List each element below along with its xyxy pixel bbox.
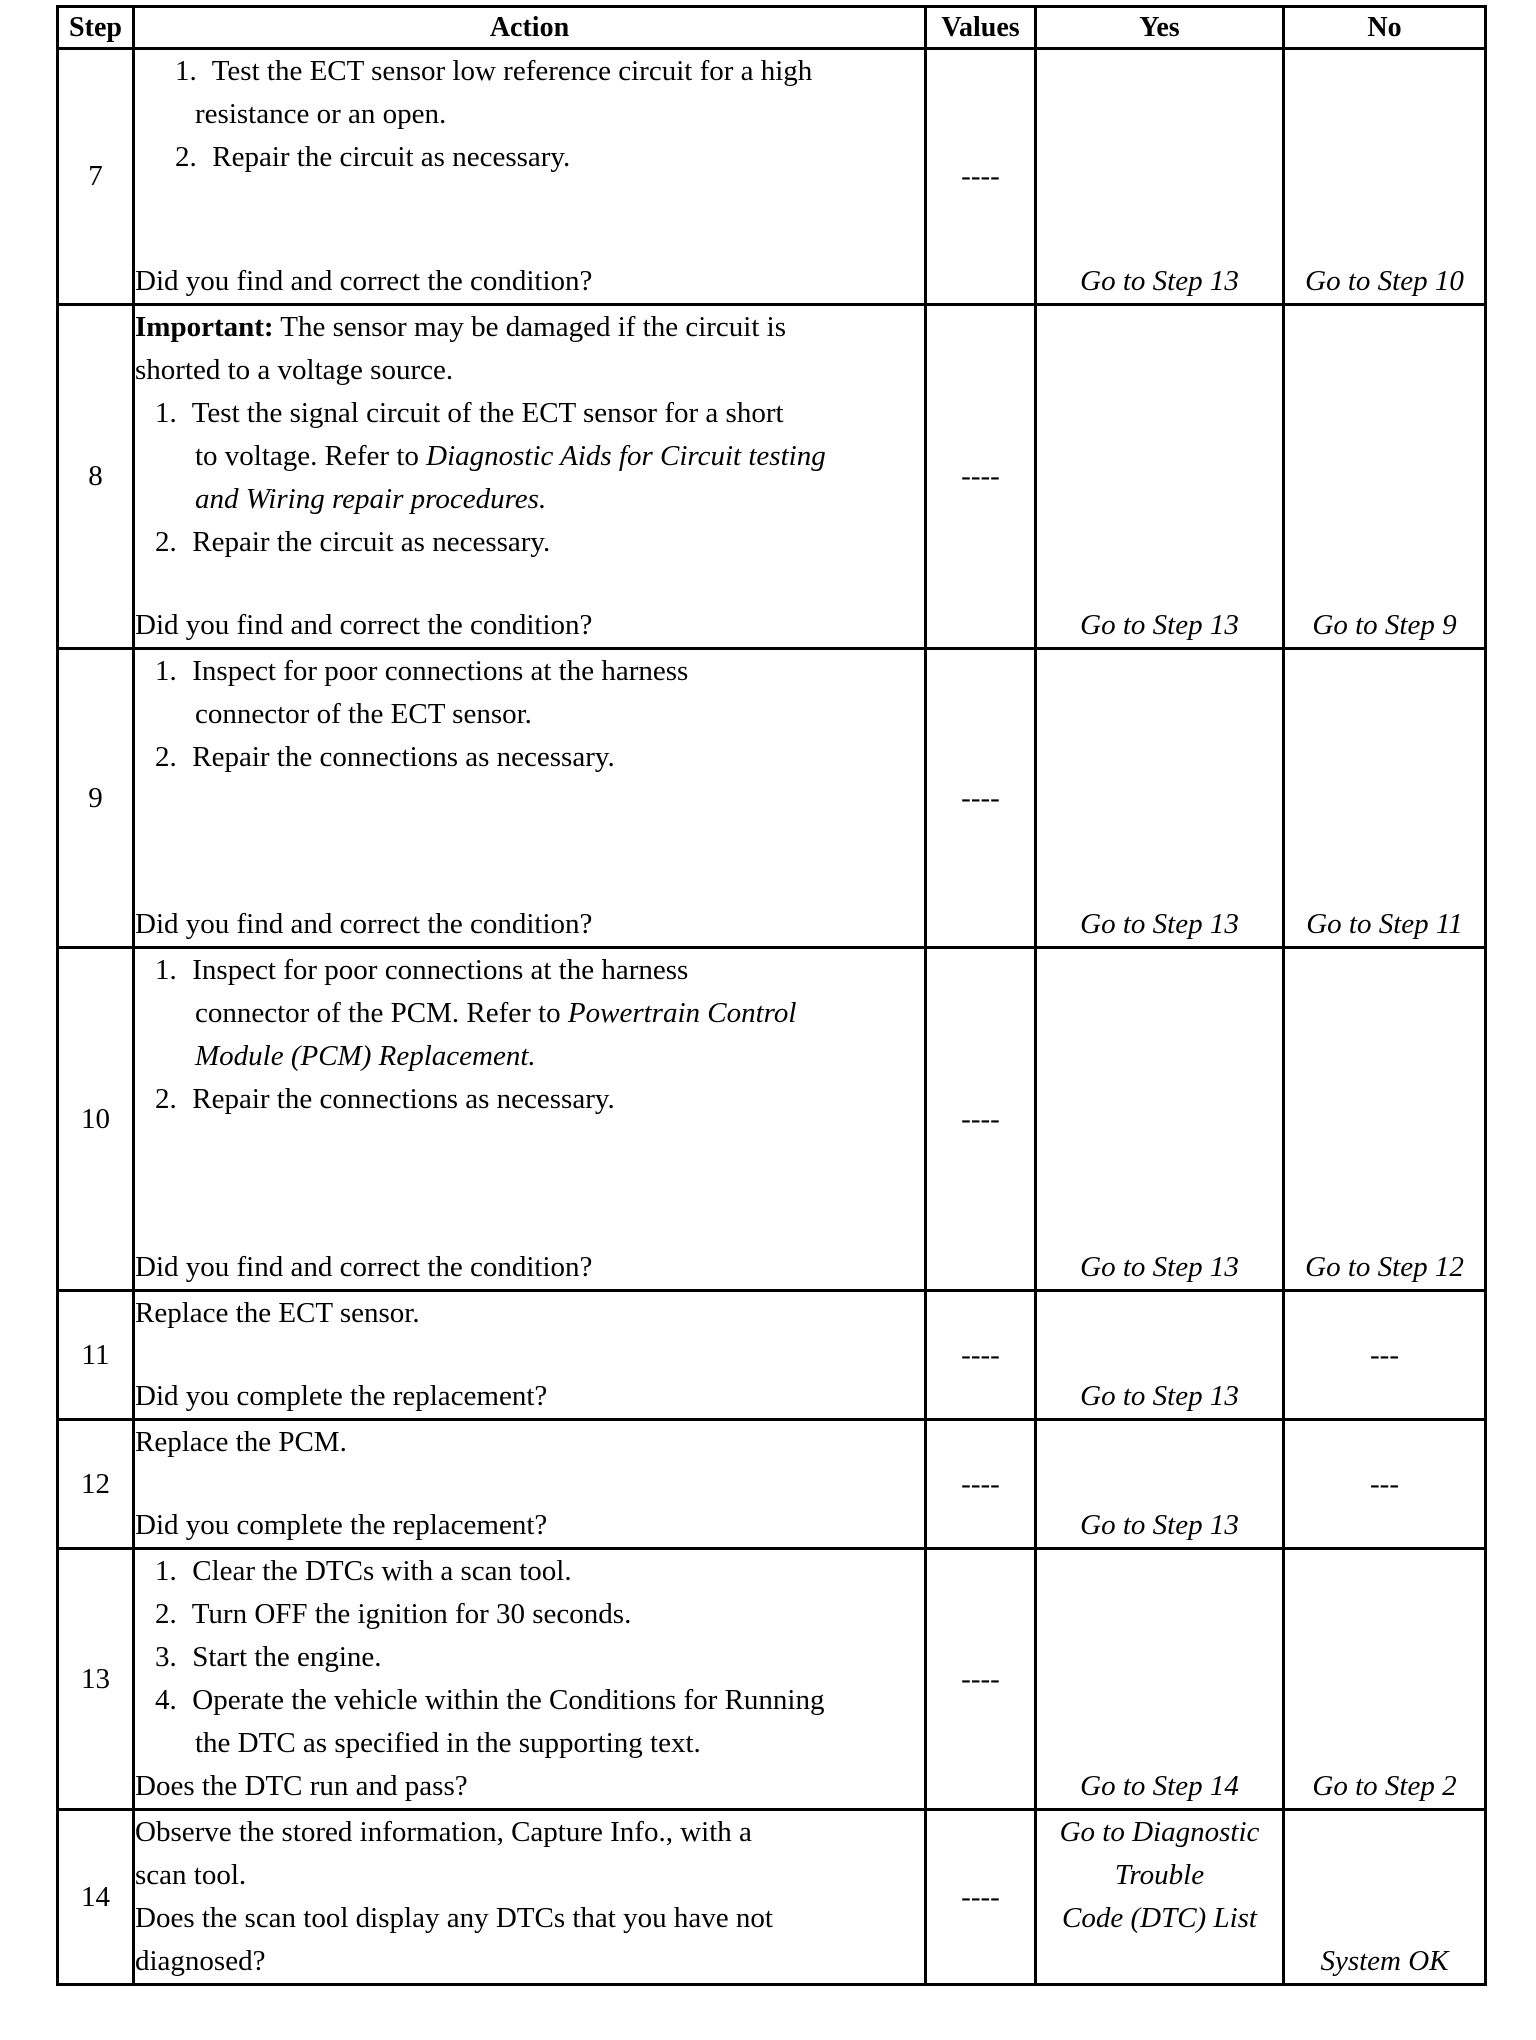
question-text: Did you find and correct the condition?: [135, 1251, 593, 1283]
step-number: 7: [58, 49, 134, 305]
table-row: [58, 1810, 1486, 1985]
values-cell: ----: [926, 1291, 1036, 1420]
yes-link[interactable]: Go to Step 13: [1036, 1420, 1284, 1549]
header-yes: Yes: [1036, 7, 1284, 49]
header-row: [58, 7, 1486, 49]
step-number: 13: [58, 1549, 134, 1810]
question-text: Does the scan tool display any DTCs that you have not: [135, 1902, 773, 1934]
yes-link[interactable]: Go to Step 13: [1036, 49, 1284, 305]
list-item: 4. Operate the vehicle within the Conditions for Running: [155, 1684, 825, 1716]
list-item: 1. Test the signal circuit of the ECT sensor for a short: [155, 397, 784, 429]
action-cell: [134, 49, 926, 305]
yes-link[interactable]: Go to Step 13: [1036, 948, 1284, 1291]
no-link[interactable]: Go to Step 12: [1284, 948, 1486, 1291]
no-link[interactable]: Go to Step 11: [1284, 649, 1486, 948]
table-row: [58, 649, 1486, 948]
action-cell: Replace the PCM. Did you complete the replacement?: [134, 1420, 926, 1549]
table-row: [58, 948, 1486, 1291]
yes-link[interactable]: Go to Step 14: [1036, 1549, 1284, 1810]
reference-link[interactable]: and Wiring repair procedures: [195, 483, 539, 515]
list-item-continuation: resistance or an open.: [195, 98, 447, 130]
action-cell: Observe the stored information, Capture Info., with a scan tool. Does the scan tool display any DTCs that you have not diagnosed?: [134, 1810, 926, 1985]
question-text: Did you find and correct the condition?: [135, 265, 593, 297]
question-text: Did you find and correct the condition?: [135, 609, 593, 641]
header-values: Values: [926, 7, 1036, 49]
reference-link[interactable]: Powertrain Control: [567, 997, 797, 1029]
table-row: [58, 1420, 1486, 1549]
question-text: Did you find and correct the condition?: [135, 908, 593, 940]
header-step: Step: [58, 7, 134, 49]
action-cell: Replace the ECT sensor. Did you complete the replacement?: [134, 1291, 926, 1420]
step-number: 9: [58, 649, 134, 948]
question-text: Did you complete the replacement?: [135, 1509, 548, 1541]
action-cell: 1. Inspect for poor connections at the harness connector of the PCM. Refer to Powertrain Control Module (PCM) Replacement. 2. Repair the connections as necessary. Did you find and correct the condition?: [134, 948, 926, 1291]
list-item: 1. Clear the DTCs with a scan tool.: [155, 1555, 572, 1587]
list-item: 2. Repair the connections as necessary.: [155, 741, 615, 773]
question-text: Does the DTC run and pass?: [135, 1770, 468, 1802]
table-row: [58, 1549, 1486, 1810]
no-value: ---: [1284, 1420, 1486, 1549]
values-cell: ----: [926, 1549, 1036, 1810]
list-item: 2. Repair the circuit as necessary.: [175, 141, 571, 173]
table-row: [58, 1291, 1486, 1420]
table-row: [58, 49, 1486, 305]
values-cell: ----: [926, 649, 1036, 948]
no-link[interactable]: Go to Step 2: [1284, 1549, 1486, 1810]
values-cell: ----: [926, 1810, 1036, 1985]
table-row: [58, 305, 1486, 649]
list-item: 2. Turn OFF the ignition for 30 seconds.: [155, 1598, 632, 1630]
header-action: Action: [134, 7, 926, 49]
values-cell: ----: [926, 948, 1036, 1291]
list-item: 2. Repair the connections as necessary.: [155, 1083, 615, 1115]
list-item: 3. Start the engine.: [155, 1641, 382, 1673]
reference-link[interactable]: Module (PCM) Replacement: [195, 1040, 529, 1072]
no-link[interactable]: Go to Step 9: [1284, 305, 1486, 649]
yes-link[interactable]: Go to Diagnostic Trouble Code (DTC) List: [1036, 1810, 1284, 1985]
action-cell: 1. Clear the DTCs with a scan tool. 2. Turn OFF the ignition for 30 seconds. 3. Start the engine. 4. Operate the vehicle within the Conditions for Running the DTC as specified in the supporting text. Does the DTC run and pass?: [134, 1549, 926, 1810]
yes-link[interactable]: Go to Step 13: [1036, 649, 1284, 948]
step-number: 10: [58, 948, 134, 1291]
list-item: 2. Repair the circuit as necessary.: [155, 526, 551, 558]
important-note: Important: The sensor may be damaged if the circuit is: [135, 311, 786, 343]
no-link[interactable]: Go to Step 10: [1284, 49, 1486, 305]
values-cell: ----: [926, 49, 1036, 305]
diagnostic-table: [56, 5, 1487, 1986]
action-cell: Important: The sensor may be damaged if the circuit is shorted to a voltage source. 1. Test the signal circuit of the ECT sensor for a short to voltage. Refer to Diagnostic Aids for Circuit testing and Wiring repair procedures. 2. Repair the circuit as necessary. Did you find and correct the condition?: [134, 305, 926, 649]
values-cell: ----: [926, 305, 1036, 649]
no-value: ---: [1284, 1291, 1486, 1420]
list-item: 1. Test the ECT sensor low reference circuit for a high: [175, 55, 813, 87]
values-cell: ----: [926, 1420, 1036, 1549]
reference-link[interactable]: Diagnostic Aids for Circuit testing: [426, 440, 826, 472]
action-cell: 1. Inspect for poor connections at the harness connector of the ECT sensor. 2. Repair the connections as necessary. Did you find and correct the condition?: [134, 649, 926, 948]
list-item: 1. Inspect for poor connections at the harness: [155, 954, 689, 986]
no-value: System OK: [1284, 1810, 1486, 1985]
yes-link[interactable]: Go to Step 13: [1036, 305, 1284, 649]
yes-link[interactable]: Go to Step 13: [1036, 1291, 1284, 1420]
step-number: 11: [58, 1291, 134, 1420]
list-item: 1. Inspect for poor connections at the harness: [155, 655, 689, 687]
step-number: 14: [58, 1810, 134, 1985]
step-number: 12: [58, 1420, 134, 1549]
step-number: 8: [58, 305, 134, 649]
question-text: Did you complete the replacement?: [135, 1380, 548, 1412]
header-no: No: [1284, 7, 1486, 49]
